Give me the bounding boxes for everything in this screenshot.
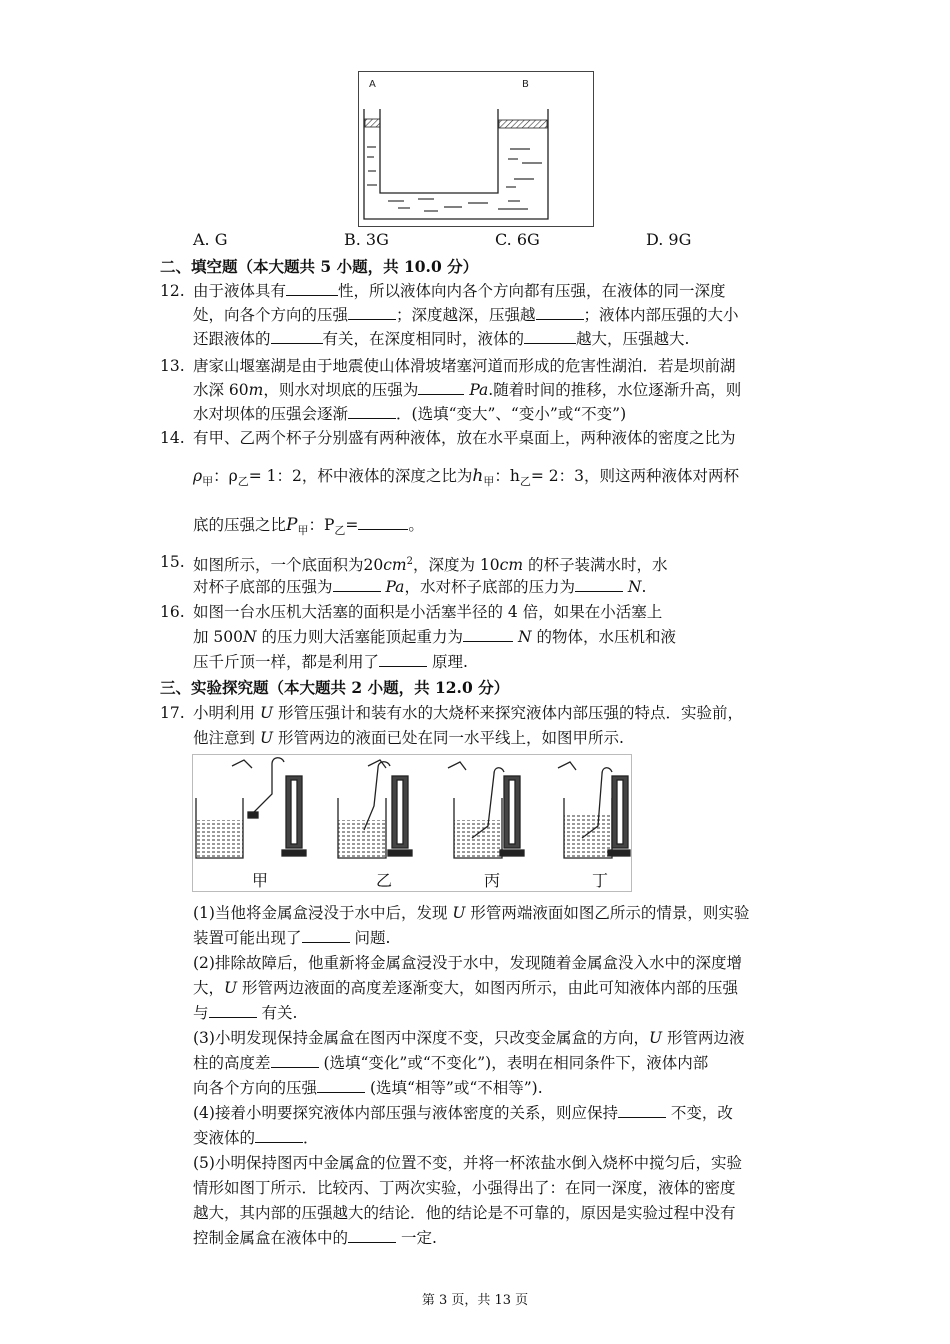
- q17-text: (1)当他将金属盒浸没于水中后，发现: [193, 904, 453, 922]
- q17-part5-line1: (5)小明保持图丙中金属盒的位置不变，并将一杯浓盐水倒入烧杯中搅匀后，实验: [193, 1154, 742, 1172]
- q14-text: ：h: [494, 467, 520, 485]
- q15-number: 15.: [160, 553, 185, 571]
- q17-text: 他注意到: [193, 729, 260, 747]
- q12-blank-2[interactable]: [348, 305, 396, 320]
- q12-text: 由于液体具有: [193, 282, 287, 300]
- label-a: A: [369, 79, 376, 90]
- q17-text: 形管两端液面如图乙所示的情景，则实验: [465, 904, 750, 922]
- connected-vessel-drawing: [358, 71, 594, 227]
- q14-rho: ρ: [193, 467, 203, 485]
- q17-text: 不变，改: [665, 1104, 733, 1122]
- q16-text: 加 500: [193, 628, 244, 646]
- q16-unit-n: N: [243, 628, 257, 646]
- q13-text: 水对坝体的压强会逐渐: [193, 405, 349, 423]
- q17-text: 形管压强计和装有水的大烧杯来探究液体内部压强的特点．实验前，: [273, 704, 743, 722]
- q14-sub-jia: 甲: [483, 475, 495, 489]
- setup-bing: [448, 762, 524, 858]
- q15-line1: [193, 552, 667, 575]
- option-c: C. 6G: [495, 230, 540, 249]
- q13-line2: [193, 380, 741, 400]
- q17-text: 有关.: [256, 1004, 298, 1022]
- q13-line3: [193, 404, 626, 424]
- q17-text: 柱的高度差: [193, 1054, 271, 1072]
- q15-text: 的杯子装满水时，水: [523, 556, 668, 575]
- q14-text: =: [345, 516, 359, 534]
- q13-number: 13.: [160, 357, 185, 375]
- q17-part4-line2: [193, 1128, 319, 1148]
- manometer-drawing: [192, 754, 632, 892]
- q17-blank-7[interactable]: [348, 1228, 396, 1243]
- page-footer: 第 3 页，共 13 页: [421, 1293, 529, 1308]
- fig-label-bing: 丙: [484, 871, 501, 890]
- label-b: B: [522, 79, 529, 90]
- q13-text: 水深 60: [193, 381, 249, 399]
- option-b: B. 3G: [344, 230, 389, 249]
- q17-U: U: [259, 704, 274, 722]
- q14-number: 14.: [160, 429, 185, 447]
- q17-text: (4)接着小明要探究液体内部压强与液体密度的关系，则应保持: [193, 1104, 618, 1122]
- q12-text: 有关，在深度相同时，液体的: [322, 330, 525, 348]
- q15-blank-1[interactable]: [333, 577, 381, 592]
- q14-line3: [193, 515, 424, 541]
- q17-text: (3)小明发现保持金属盒在图丙中深度不变，只改变金属盒的方向，: [193, 1029, 649, 1047]
- q17-text: ．: [303, 1129, 319, 1147]
- q17-U: U: [452, 904, 466, 922]
- q14-text: ：ρ: [213, 467, 238, 485]
- q16-line1: 如图一台水压机大活塞的面积是小活塞半径的 4 倍，如果在小活塞上: [193, 603, 663, 621]
- q13-unit-m: m: [248, 381, 264, 399]
- q17-text: 小明利用: [193, 704, 260, 722]
- section-2-title: 二、填空题（本大题共 5 小题，共 10.0 分）: [160, 257, 479, 276]
- q17-part4-line1: [193, 1103, 733, 1123]
- q17-part1-line1: [193, 903, 749, 923]
- q13-line1: 唐家山堰塞湖是由于地震使山体滑坡堵塞河道而形成的危害性湖泊．若是坝前湖: [193, 357, 736, 375]
- q17-part2-line1: (2)排除故障后，他重新将金属盒浸没于水中，发现随着金属盒没入水中的深度增: [193, 954, 742, 972]
- q17-blank-1[interactable]: [302, 928, 350, 943]
- q14-text: ：P: [308, 516, 335, 534]
- q13-blank-1[interactable]: [418, 380, 464, 395]
- q15-sup: 2: [406, 556, 413, 567]
- q15-unit-pa: Pa: [385, 578, 405, 596]
- q13-text: ．(选填“变大”、“变小”或“不变”): [396, 405, 627, 423]
- q13-text: ，则水对坝底的压强为: [263, 381, 419, 399]
- q17-part5-line3: 越大，其内部的压强越大的结论．他的结论是不可靠的，原因是实验过程中没有: [193, 1204, 736, 1222]
- q16-number: 16.: [160, 603, 185, 621]
- q12-line1: [193, 281, 726, 301]
- q13-blank-2[interactable]: [348, 404, 396, 419]
- q16-text: 原理.: [427, 653, 468, 671]
- q17-part5-line4: [193, 1228, 437, 1248]
- q16-line2: [193, 627, 676, 647]
- q16-line3: [193, 652, 468, 672]
- q12-text: ；液体内部压强的大小: [583, 306, 739, 324]
- q12-blank-5[interactable]: [524, 329, 576, 344]
- q14-line2: [193, 466, 739, 492]
- q15-line2: [193, 577, 646, 597]
- q15-unit-n: N: [627, 578, 642, 596]
- q14-P: P: [286, 515, 298, 535]
- q16-unit-n: N: [517, 628, 532, 646]
- q14-sub-jia: 甲: [202, 475, 214, 489]
- q14-text: 。: [408, 516, 424, 534]
- q14-sub-yi: 乙: [237, 475, 249, 489]
- q12-text: 还跟液体的: [193, 330, 271, 348]
- q14-text: 底的压强之比: [193, 516, 287, 534]
- fig-label-jia: 甲: [252, 871, 269, 890]
- q13-unit-pa: Pa: [469, 381, 489, 399]
- q17-text: 问题.: [349, 929, 391, 947]
- option-d: D. 9G: [646, 230, 692, 249]
- q17-blank-2[interactable]: [209, 1003, 257, 1018]
- q15-text: 如图所示，一个底面积为20: [193, 556, 384, 575]
- q17-blank-5[interactable]: [618, 1103, 666, 1118]
- q17-text: (选填“相等”或“不相等”).: [365, 1079, 543, 1097]
- q12-blank-3[interactable]: [536, 305, 584, 320]
- manometer-figure: [192, 754, 632, 892]
- setup-ding: [558, 762, 630, 858]
- q17-text: 大，: [193, 979, 225, 997]
- fig-label-ding: 丁: [592, 871, 609, 890]
- q15-blank-2[interactable]: [575, 577, 623, 592]
- q15-unit-cm: cm: [383, 556, 407, 575]
- q17-text: 形管两边液面的高度差逐渐变大，如图丙所示，由此可知液体内部的压强: [237, 979, 739, 997]
- q17-blank-4[interactable]: [317, 1078, 365, 1093]
- q14-sub-yi: 乙: [519, 475, 531, 489]
- connected-vessel-figure: [358, 71, 594, 227]
- q15-text: 对杯子底部的压强为: [193, 578, 333, 596]
- q17-number: 17.: [160, 704, 185, 722]
- q17-U: U: [224, 979, 238, 997]
- q17-text: (选填“变化”或“不变化”)，表明在相同条件下，液体内部: [318, 1054, 709, 1072]
- q17-blank-3[interactable]: [271, 1053, 319, 1068]
- q17-text: 变液体的: [193, 1129, 256, 1147]
- q17-text: 控制金属盒在液体中的: [193, 1229, 349, 1247]
- q12-line2: [193, 305, 739, 325]
- q12-blank-1[interactable]: [286, 281, 338, 296]
- q17-U: U: [648, 1029, 663, 1047]
- q12-line3: [193, 329, 689, 349]
- q17-part5-line2: 情形如图丁所示．比较丙、丁两次实验，小强得出了：在同一深度，液体的密度: [193, 1179, 736, 1197]
- q17-part3-line3: [193, 1078, 543, 1098]
- q15-text: ，水对杯子底部的压力为: [404, 578, 575, 596]
- q17-text: 形管两边的液面已处在同一水平线上，如图甲所示.: [273, 729, 624, 747]
- q17-part3-line2: [193, 1053, 708, 1073]
- q17-line2: [193, 728, 624, 748]
- q17-text: 形管两边液: [662, 1029, 745, 1047]
- q12-blank-4[interactable]: [271, 329, 323, 344]
- section-3-title: 三、实验探究题（本大题共 2 小题，共 12.0 分）: [160, 678, 510, 697]
- q14-sub-yi: 乙: [334, 524, 346, 538]
- q15-text: .: [641, 578, 647, 596]
- q16-text: 的物体，水压机和液: [531, 628, 676, 646]
- q17-part3-line1: [193, 1028, 744, 1048]
- q14-h: h: [472, 466, 484, 486]
- q13-text: .随着时间的推移，水位逐渐升高，则: [488, 381, 742, 399]
- q17-text: 向各个方向的压强: [193, 1079, 318, 1097]
- q17-part2-line2: [193, 978, 738, 998]
- q17-part1-line2: [193, 928, 390, 948]
- q17-line1: [193, 703, 743, 723]
- q14-blank-1[interactable]: [358, 515, 408, 530]
- setup-jia: [196, 758, 306, 858]
- q16-text: 的压力则大活塞能顶起重力为: [256, 628, 464, 646]
- q17-part2-line3: [193, 1003, 297, 1023]
- q12-text: 越大，压强越大.: [576, 330, 690, 348]
- q16-blank-1[interactable]: [463, 627, 513, 642]
- q14-text: = 1：2，杯中液体的深度之比为: [248, 467, 473, 485]
- setup-yi: [338, 760, 412, 858]
- q15-text: ，深度为 10: [413, 556, 500, 575]
- q16-text: 压千斤顶一样，都是利用了: [193, 653, 380, 671]
- q17-text: 与: [193, 1004, 209, 1022]
- q14-text: = 2：3，则这两种液体对两杯: [530, 467, 739, 485]
- q17-text: 一定.: [396, 1229, 437, 1247]
- fig-label-yi: 乙: [376, 871, 393, 890]
- q17-U: U: [259, 729, 274, 747]
- q12-number: 12.: [160, 282, 185, 300]
- q12-text: ；深度越深，压强越: [396, 306, 536, 324]
- q12-text: 性，所以液体向内各个方向都有压强，在液体的同一深度: [338, 282, 726, 300]
- q17-blank-6[interactable]: [255, 1128, 303, 1143]
- q17-text: 装置可能出现了: [193, 929, 302, 947]
- q15-unit-cm: cm: [499, 556, 524, 575]
- q12-text: 处，向各个方向的压强: [193, 306, 349, 324]
- q14-line1: 有甲、乙两个杯子分别盛有两种液体，放在水平桌面上，两种液体的密度之比为: [193, 429, 736, 447]
- q14-sub-jia: 甲: [297, 524, 309, 538]
- q16-blank-2[interactable]: [379, 652, 427, 667]
- option-a: A. G: [193, 230, 228, 249]
